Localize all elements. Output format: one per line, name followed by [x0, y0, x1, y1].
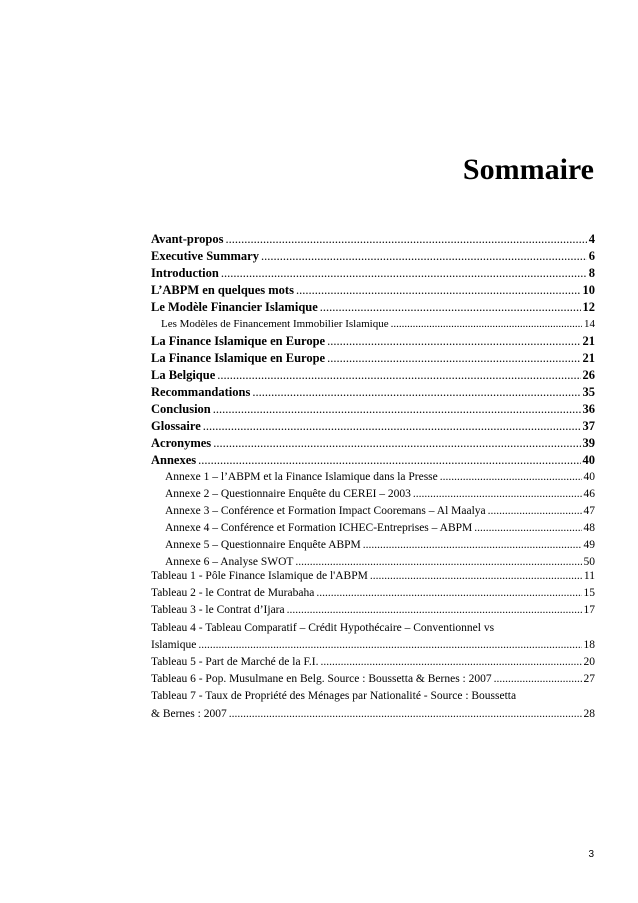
toc-entry-page: 40 [582, 453, 595, 467]
dot-leader [261, 248, 587, 265]
toc-entry-label: La Finance Islamique en Europe [151, 351, 326, 365]
dot-leader [494, 671, 582, 688]
toc-entry-page: 4 [588, 232, 595, 246]
toc-entry-label: Executive Summary [151, 249, 259, 263]
toc-entry-label: Le Modèle Financier Islamique [151, 300, 318, 314]
toc-entry-page: 14 [584, 318, 595, 330]
toc-entry-page: 37 [582, 419, 595, 433]
toc-entry-page: 21 [582, 351, 595, 365]
toc-entry-label: Annexe 3 – Conférence et Formation Impact Cooremans – Al Maalya [165, 505, 486, 517]
table-entry-7[interactable] [151, 706, 595, 723]
dot-leader [363, 537, 582, 554]
dot-leader [474, 520, 581, 537]
dot-leader [488, 503, 582, 520]
toc-entry-annexe-5[interactable] [151, 537, 595, 554]
toc-entry-acronymes[interactable] [151, 435, 595, 452]
dot-leader [327, 350, 580, 367]
toc-entry-label: Glossaire [151, 419, 201, 433]
toc-entry-annexe-3[interactable] [151, 503, 595, 520]
toc-entry-label: Introduction [151, 266, 219, 280]
toc-entry-conclusion[interactable] [151, 401, 595, 418]
toc-entry-label: Annexe 1 – l’ABPM et la Finance Islamique dans la Presse [165, 471, 438, 483]
dot-leader [213, 435, 580, 452]
toc-entry-page: 48 [583, 522, 595, 534]
toc-entry-finance-europe-2[interactable] [151, 350, 595, 367]
toc-entry-label: Acronymes [151, 436, 212, 450]
toc-entry-label: Annexe 5 – Questionnaire Enquête ABPM [165, 539, 361, 551]
toc-entry-label: La Belgique [151, 368, 216, 382]
dot-leader [316, 585, 581, 602]
toc-entry-page: 36 [582, 402, 595, 416]
dot-leader [217, 367, 580, 384]
toc-entry-annexe-2[interactable] [151, 486, 595, 503]
toc-entry-page: 39 [582, 436, 595, 450]
table-entry-label: Tableau 5 - Part de Marché de la F.I. [151, 655, 319, 668]
dot-leader [225, 231, 586, 248]
toc-entry-label: Annexe 4 – Conférence et Formation ICHEC-Entreprises – ABPM [165, 522, 473, 534]
dot-leader [252, 384, 580, 401]
toc-entry-label: Annexe 6 – Analyse SWOT [165, 556, 294, 568]
table-entry-5[interactable] [151, 654, 595, 671]
page-title: Sommaire [462, 153, 594, 186]
dot-leader [287, 602, 582, 619]
toc-entry-page: 8 [588, 266, 595, 280]
toc-entry-label: La Finance Islamique en Europe [151, 334, 326, 348]
dot-leader [440, 469, 582, 486]
dot-leader [229, 706, 582, 723]
list-of-tables [151, 568, 595, 723]
dot-leader [198, 452, 580, 469]
toc-entry-annexe-4[interactable] [151, 520, 595, 537]
toc-entry-page: 35 [582, 385, 595, 399]
toc-entry-page: 47 [583, 505, 595, 517]
toc-entry-belgique[interactable] [151, 367, 595, 384]
table-entry-label: & Bernes : 2007 [151, 707, 227, 720]
table-entry-page: 17 [583, 604, 595, 617]
table-entry-page: 15 [583, 587, 595, 600]
dot-leader [370, 568, 582, 585]
page-number: 3 [588, 849, 594, 860]
dot-leader [320, 299, 581, 316]
toc-entry-label: Avant-propos [151, 232, 224, 246]
toc-entry-page: 50 [583, 556, 595, 568]
toc-entry-page: 49 [583, 539, 595, 551]
table-entry-page: 28 [583, 707, 595, 720]
table-entry-label: Tableau 3 - le Contrat d’Ijara [151, 604, 285, 617]
toc-entry-page: 12 [582, 300, 595, 314]
table-entry-page: 11 [583, 570, 595, 582]
toc-entry-finance-europe[interactable] [151, 333, 595, 350]
dot-leader [327, 333, 580, 350]
toc-entry-recommandations[interactable] [151, 384, 595, 401]
table-entry-label: Tableau 2 - le Contrat de Murabaha [151, 587, 315, 600]
toc-entry-executive-summary[interactable] [151, 248, 595, 265]
toc-entry-page: 10 [582, 283, 595, 297]
toc-entry-avant-propos[interactable] [151, 231, 595, 248]
dot-leader [321, 654, 582, 671]
dot-leader [198, 637, 581, 654]
table-entry-page: 20 [583, 655, 595, 668]
toc-entry-introduction[interactable] [151, 265, 595, 282]
toc-entry-annexe-1[interactable] [151, 469, 595, 486]
table-entry-4[interactable] [151, 637, 595, 654]
table-entry-page: 18 [583, 638, 595, 651]
toc-entry-page: 21 [582, 334, 595, 348]
table-entry-1[interactable] [151, 568, 595, 585]
table-entry-7-line1[interactable]: Tableau 7 - Taux de Propriété des Ménages par Nationalité - Source : Boussetta [151, 690, 517, 703]
table-entry-6[interactable] [151, 671, 595, 688]
toc-entry-label: Annexe 2 – Questionnaire Enquête du CEREI – 2003 [165, 488, 411, 500]
toc-entry-modele-financier[interactable] [151, 299, 595, 316]
toc-entry-modeles-financement[interactable] [151, 316, 595, 333]
table-entry-4-line1[interactable]: Tableau 4 - Tableau Comparatif – Crédit Hypothécaire – Conventionnel vs [151, 621, 495, 634]
toc-entry-page: 40 [583, 471, 595, 483]
toc-entry-glossaire[interactable] [151, 418, 595, 435]
toc-entry-annexes[interactable] [151, 452, 595, 469]
dot-leader [203, 418, 581, 435]
toc-entry-label: Les Modèles de Financement Immobilier Islamique [161, 318, 389, 330]
table-entry-3[interactable] [151, 602, 595, 619]
table-entry-2[interactable] [151, 585, 595, 602]
dot-leader [296, 282, 581, 299]
toc-entry-label: Recommandations [151, 385, 251, 399]
toc-entry-label: Annexes [151, 453, 197, 467]
toc-entry-page: 26 [582, 368, 595, 382]
toc-entry-abpm[interactable] [151, 282, 595, 299]
toc-entry-page: 6 [588, 249, 595, 263]
toc-entry-page: 46 [583, 488, 595, 500]
table-entry-label: Tableau 6 - Pop. Musulmane en Belg. Source : Boussetta & Bernes : 2007 [151, 673, 492, 686]
toc-entry-label: L’ABPM en quelques mots [151, 283, 294, 297]
table-entry-label: Tableau 1 - Pôle Finance Islamique de l'ABPM [151, 570, 368, 582]
table-entry-label: Islamique [151, 638, 197, 651]
dot-leader [413, 486, 582, 503]
dot-leader [213, 401, 581, 418]
table-of-contents [151, 231, 595, 571]
toc-entry-label: Conclusion [151, 402, 211, 416]
dot-leader [221, 265, 587, 282]
table-entry-page: 27 [583, 673, 595, 686]
dot-leader [391, 316, 582, 333]
